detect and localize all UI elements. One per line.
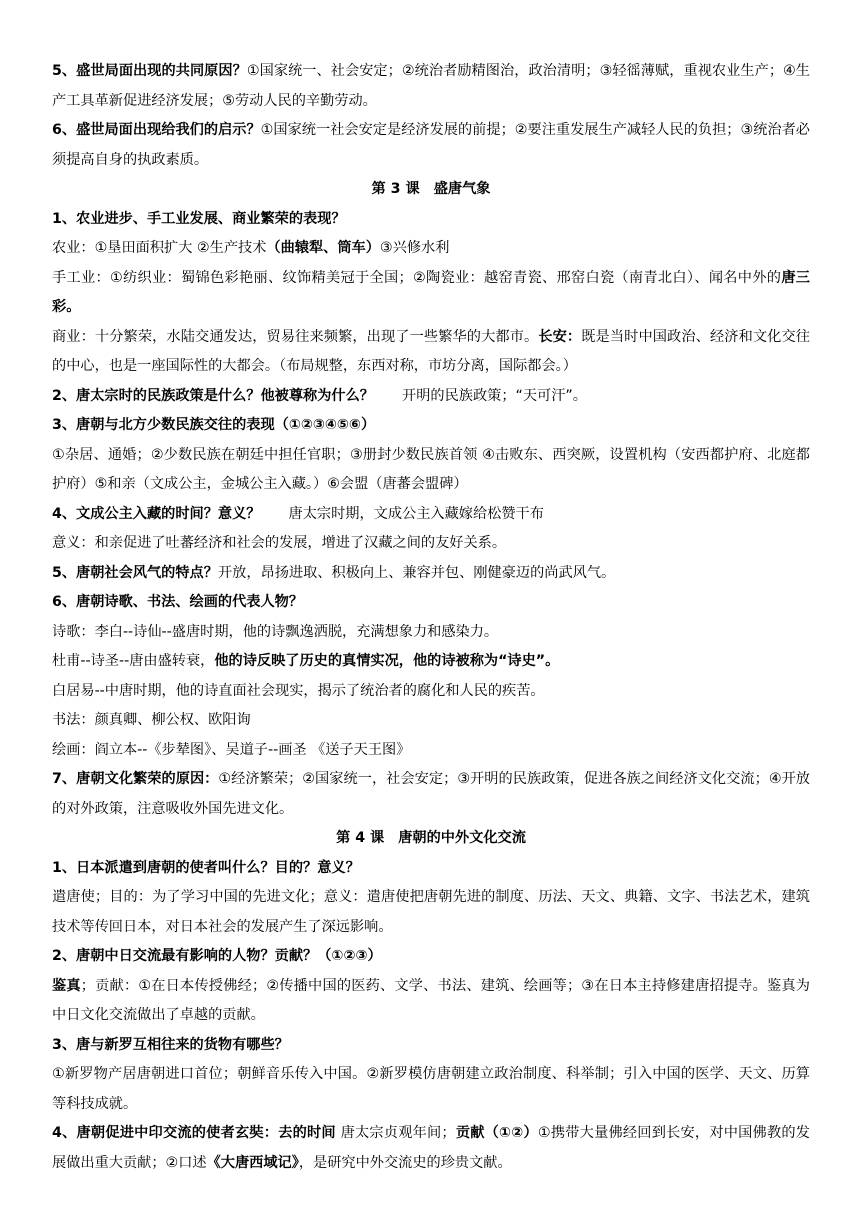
question-heading: 1、日本派遣到唐朝的使者叫什么？目的？意义？ bbox=[52, 859, 360, 876]
paragraph-ethnic-policy bbox=[52, 382, 810, 412]
question-heading: 2、唐朝中日交流最有影响的人物？贡献？（①②③） bbox=[52, 948, 382, 964]
paragraph-princess-wencheng bbox=[52, 500, 810, 530]
emphasis-text: 贡献（①②） bbox=[455, 1125, 538, 1141]
paragraph-commerce bbox=[52, 323, 810, 382]
question-heading: 5、唐朝社会风气的特点？ bbox=[52, 564, 218, 581]
answer-text: ①经济繁荣；②国家统一，社会安定；③开明的民族政策，促进各族之间经济文化交流；④开放的对外政策，注意吸收外国先进文化。 bbox=[52, 771, 810, 817]
answer-text: ；贡献：①在日本传授佛经；②传播中国的医药、文学、书法、建筑、绘画等；③在日本主持修建唐招提寺。鉴真为中日文化交流做出了卓越的贡献。 bbox=[52, 977, 810, 1023]
answer-text: ①国家统一、社会安定；②统治者励精图治，政治清明；③轻徭薄赋，重视农业生产；④生产工具革新促进经济发展；⑤劳动人民的辛勤劳动。 bbox=[52, 63, 810, 109]
answer-text: ①杂居、通婚；②少数民族在朝廷中担任官职；③册封少数民族首领 ④击败东、西突厥，设置机构（安西都护府、北庭都护府）⑤和亲（文成公主，金城公主入藏。）⑥会盟（唐蕃会盟碑） bbox=[52, 446, 810, 492]
lesson-number: 第 4 课 bbox=[336, 830, 385, 846]
lesson-number: 第 3 课 bbox=[371, 181, 420, 197]
answer-text: 杜甫--诗圣--唐由盛转衰， bbox=[52, 653, 215, 669]
answer-text: 书法：颜真卿、柳公权、欧阳询 bbox=[52, 712, 251, 728]
question-heading: 6、盛世局面出现给我们的启示？ bbox=[52, 122, 261, 138]
paragraph-prosperity-causes bbox=[52, 57, 810, 116]
answer-text: 遣唐使；目的：为了学习中国的先进文化；意义：遣唐使把唐朝先进的制度、历法、天文、典籍、文字、书法艺术，建筑技术等传回日本，对日本社会的发展产生了深远影响。 bbox=[52, 889, 810, 935]
answer-text: ③兴修水利 bbox=[379, 240, 450, 256]
answer-text: ①新罗物产居唐朝进口首位；朝鲜音乐传入中国。②新罗模仿唐朝建立政治制度、科举制；引入中国的医学、天文、历算等科技成就。 bbox=[52, 1066, 810, 1112]
question-heading: 6、唐朝诗歌、书法、绘画的代表人物？ bbox=[52, 594, 304, 610]
paragraph-jianzhen bbox=[52, 972, 810, 1031]
paragraph-xuanzang bbox=[52, 1119, 810, 1178]
answer-text: 开明的民族政策；“天可汗”。 bbox=[402, 387, 587, 404]
paragraph-handicraft bbox=[52, 264, 810, 323]
emphasis-text: 《大唐西域记》 bbox=[206, 1154, 299, 1171]
answer-text: 农业：①垦田面积扩大 ②生产技术 bbox=[52, 240, 267, 256]
lesson-name: 唐朝的中外文化交流 bbox=[398, 830, 526, 846]
lesson-name: 盛唐气象 bbox=[433, 181, 491, 197]
answer-text: ，是研究中外交流史的珍贵文献。 bbox=[298, 1154, 512, 1171]
question-heading: 4、唐朝促进中印交流的使者玄奘：去的时间 bbox=[52, 1125, 336, 1141]
question-heading: 1、农业进步、手工业发展、商业繁荣的表现？ bbox=[52, 210, 346, 227]
emphasis-text: 他的诗反映了历史的真情实况，他的诗被称为“诗史”。 bbox=[214, 653, 560, 669]
answer-text: 诗歌：李白--诗仙--盛唐时期，他的诗飘逸洒脱，充满想象力和感染力。 bbox=[52, 623, 499, 640]
answer-text: 绘画：阎立本--《步辇图》、吴道子--画圣 《送子天王图》 bbox=[52, 741, 411, 758]
question-heading: 3、唐与新罗互相往来的货物有哪些？ bbox=[52, 1036, 289, 1053]
lesson-3-title bbox=[52, 175, 810, 205]
emphasis-text: （曲辕犁、筒车） bbox=[266, 240, 380, 256]
paragraph-social-customs bbox=[52, 559, 810, 589]
paragraph-prosperity-lessons bbox=[52, 116, 810, 175]
paragraph-culture-causes bbox=[52, 765, 810, 824]
answer-text: 商业：十分繁荣，水陆交通发达，贸易往来频繁，出现了一些繁华的大都市。 bbox=[52, 328, 539, 345]
question-heading: 4、文成公主入藏的时间？意义？ bbox=[52, 505, 261, 522]
answer-text: 白居易--中唐时期，他的诗直面社会现实，揭示了统治者的腐化和人民的疾苦。 bbox=[52, 682, 545, 699]
emphasis-text: 长安： bbox=[538, 328, 582, 345]
question-heading: 7、唐朝文化繁荣的原因： bbox=[52, 771, 219, 787]
answer-text: 唐太宗时期，文成公主入藏嫁给松赞干布 bbox=[288, 505, 544, 522]
answer-text: 唐太宗贞观年间； bbox=[340, 1125, 456, 1141]
question-heading: 5、盛世局面出现的共同原因？ bbox=[52, 63, 247, 79]
lesson-4-title bbox=[52, 824, 810, 854]
answer-text: 意义：和亲促进了吐蕃经济和社会的发展，增进了汉藏之间的友好关系。 bbox=[52, 535, 507, 551]
emphasis-text: 鉴真 bbox=[52, 977, 81, 994]
paragraph-agriculture bbox=[52, 234, 810, 264]
answer-text: 既是当时中国政治、经济和文化交往的中心，也是一座国际性的大都会。（布局规整，东西对称，市坊分离，国际都会。） bbox=[52, 328, 810, 374]
emphasis-text: 唐三彩。 bbox=[52, 269, 810, 315]
question-heading: 2、唐太宗时的民族政策是什么？他被尊称为什么？ bbox=[52, 387, 374, 404]
answer-text: 开放，昂扬进取、积极向上、兼容并包、刚健豪迈的尚武风气。 bbox=[217, 564, 616, 581]
question-heading: 3、唐朝与北方少数民族交往的表现（①②③④⑤⑥） bbox=[52, 417, 376, 433]
paragraph-du-fu bbox=[52, 647, 810, 677]
answer-text: 手工业：①纺织业：蜀锦色彩艳丽、纹饰精美冠于全国；②陶瓷业：越窑青瓷、邢窑白瓷（南青北白）、闻名中外的 bbox=[52, 269, 782, 286]
answer-text: ①携带大量佛经回到长安，对中国佛教的发展做出重大贡献；②口述 bbox=[52, 1125, 810, 1171]
answer-text: ①国家统一社会安定是经济发展的前提；②要注重发展生产减轻人民的负担；③统治者必须提高自身的执政素质。 bbox=[52, 122, 810, 168]
